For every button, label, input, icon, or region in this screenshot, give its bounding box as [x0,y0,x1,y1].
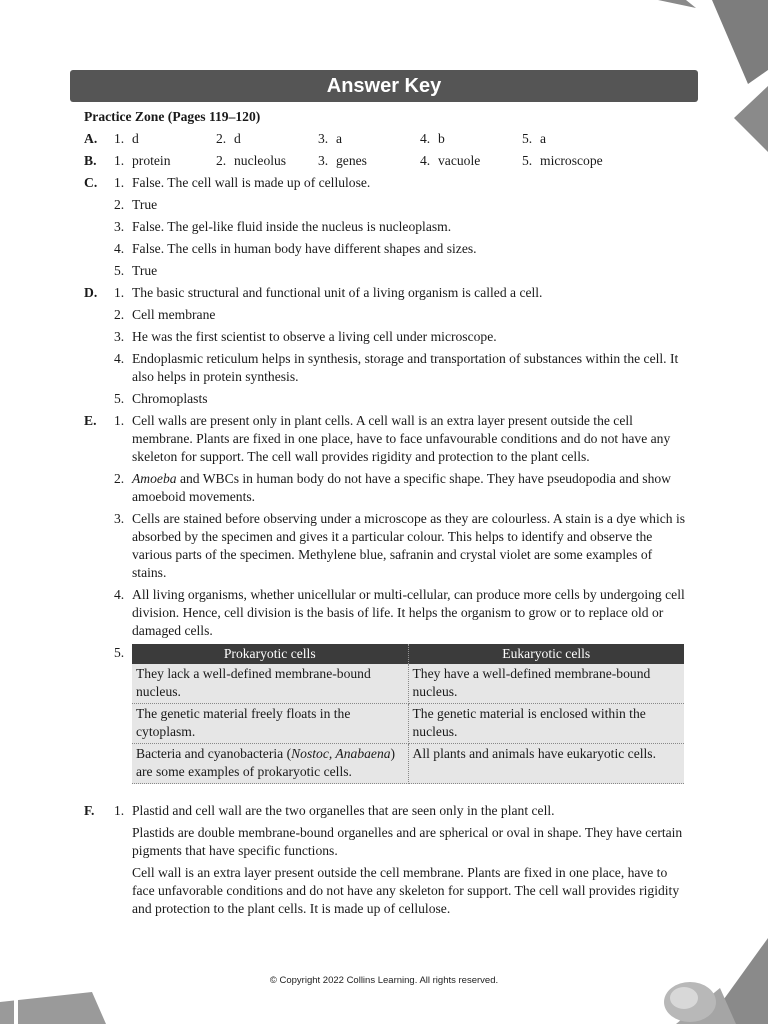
table-cell: The genetic material is enclosed within the nucleus. [408,704,684,744]
answer-item: 1. d [114,131,139,146]
section-letter: D. [84,285,98,300]
table-cell: Bacteria and cyanobacteria (Nostoc, Anabaena) are some examples of prokaryotic cells. [132,744,408,784]
answer-item: 4. vacuole [420,153,481,168]
answer-item: 1. protein [114,153,171,168]
corner-decoration-bottom-left [0,992,110,1024]
answer-paragraph: Plastids are double membrane-bound organelles and are spherical or oval in shape. They have certain pigments that have specific functions. [132,825,683,858]
table-row [132,744,684,784]
table-cell: All plants and animals have eukaryotic cells. [408,744,684,784]
table-header: Eukaryotic cells [408,644,684,664]
table-header-row [132,644,684,664]
answer-paragraph: Cell wall is an extra layer present outside the cell membrane. Plants are fixed in one place, have to face unfavorable conditions and do not have any skeleton for support. The cell wall provides rigidity and protection to the plant cells. It is made up of cellulose. [132,865,680,916]
answer-paragraph: Plastid and cell wall are the two organelles that are seen only in the plant cell. [132,803,555,818]
answer-item: 4. b [420,131,445,146]
answer-item: 2. Amoeba and WBCs in human body do not have a specific shape. They have pseudopodia and show amoeboid movements. [114,471,671,504]
table-cell: They lack a well-defined membrane-bound nucleus. [132,664,408,704]
section-c [84,174,686,280]
practice-zone-title: Practice Zone (Pages 119–120) [84,109,261,124]
answer-item: 1. False. The cell wall is made up of cellulose. [114,175,371,190]
answer-item: 1. Cell walls are present only in plant cells. A cell wall is an extra layer present outside the cell membrane. Plants are fixed in one place, have to face unfavourable conditions and do not have any skeleton for support. The cell wall provides rigidity and protection to the plant cells. [114,413,671,464]
section-letter: C. [84,175,98,190]
answer-item: 5. Chromoplasts [114,391,208,406]
section-b [84,152,686,170]
table-row [132,664,684,704]
answer-key-banner [70,70,698,102]
answer-content [84,108,686,922]
table-cell: They have a well-defined membrane-bound nucleus. [408,664,684,704]
answer-item: 3. a [318,131,343,146]
section-d [84,284,686,408]
comparison-table [132,644,684,784]
answer-item-table: 5. Prokaryotic cells Eukaryotic cells They lack a well-defined membrane-bound nucleus. They have a well-defined membrane-bound nucleus. The genetic material freely floats in the cytoplasm. The genetic material is enclosed within the nucleus. Bacteria and cyanobacteria (Nostoc, Anabaena) are some examples of prokaryotic cells. All plants and animals have eukaryotic cells. [114,644,686,784]
answer-item: 4. All living organisms, whether unicellular or multi-cellular, can produce more cells by undergoing cell division. Hence, cell division is the basis of life. It helps the organism to grow or to replace old or damaged cells. [114,587,685,638]
italic-term: Amoeba [132,471,177,486]
answer-item: 5. a [522,131,547,146]
table-cell: The genetic material freely floats in the cytoplasm. [132,704,408,744]
answer-item: 2. Cell membrane [114,307,216,322]
answer-item: 5. True [114,263,158,278]
answer-item: 2. d [216,131,241,146]
answer-item: 4. False. The cells in human body have different shapes and sizes. [114,241,477,256]
copyright-footer: © Copyright 2022 Collins Learning. All rights reserved. [269,975,499,986]
italic-term: Nostoc, Anabaena [291,746,391,761]
answer-item: 5. microscope [522,153,603,168]
answer-item: 3. genes [318,153,367,168]
answer-item: 1. The basic structural and functional unit of a living organism is called a cell. [114,285,543,300]
section-e [84,412,686,784]
answer-item: 3. False. The gel-like fluid inside the nucleus is nucleoplasm. [114,219,452,234]
answer-item: 2. True [114,197,158,212]
banner-title: Answer Key [326,75,442,97]
answer-item: 1. Plastid and cell wall are the two organelles that are seen only in the plant cell. Plastids are double membrane-bound organelles and are spherical or oval in shape. They have certain pigments that have specific functions. Cell wall is an extra layer present outside the cell membrane. Plants are fixed in one place, have to face unfavorable conditions and do not have any skeleton for support. The cell wall provides rigidity and protection to the plant cells. It is made up of cellulose. [114,802,686,918]
section-letter: F. [84,803,95,818]
section-letter: A. [84,131,98,146]
answer-item: 2. nucleolus [216,153,287,168]
answer-item: 3. Cells are stained before observing under a microscope as they are colourless. A stain is a dye which is absorbed by the specimen and gives it a particular colour. This helps to identify and observe the various parts of the specimen. Methylene blue, safranin and crystal violet are some examples of stains. [114,511,686,580]
answer-item: 4. Endoplasmic reticulum helps in synthesis, storage and transportation of substances within the cell. It also helps in protein synthesis. [114,351,679,384]
section-f [84,802,686,918]
table-row [132,704,684,744]
section-letter: B. [84,153,97,168]
section-letter: E. [84,413,97,428]
answer-item: 3. He was the first scientist to observe a living cell under microscope. [114,329,497,344]
section-a [84,130,686,148]
table-header: Prokaryotic cells [132,644,408,664]
